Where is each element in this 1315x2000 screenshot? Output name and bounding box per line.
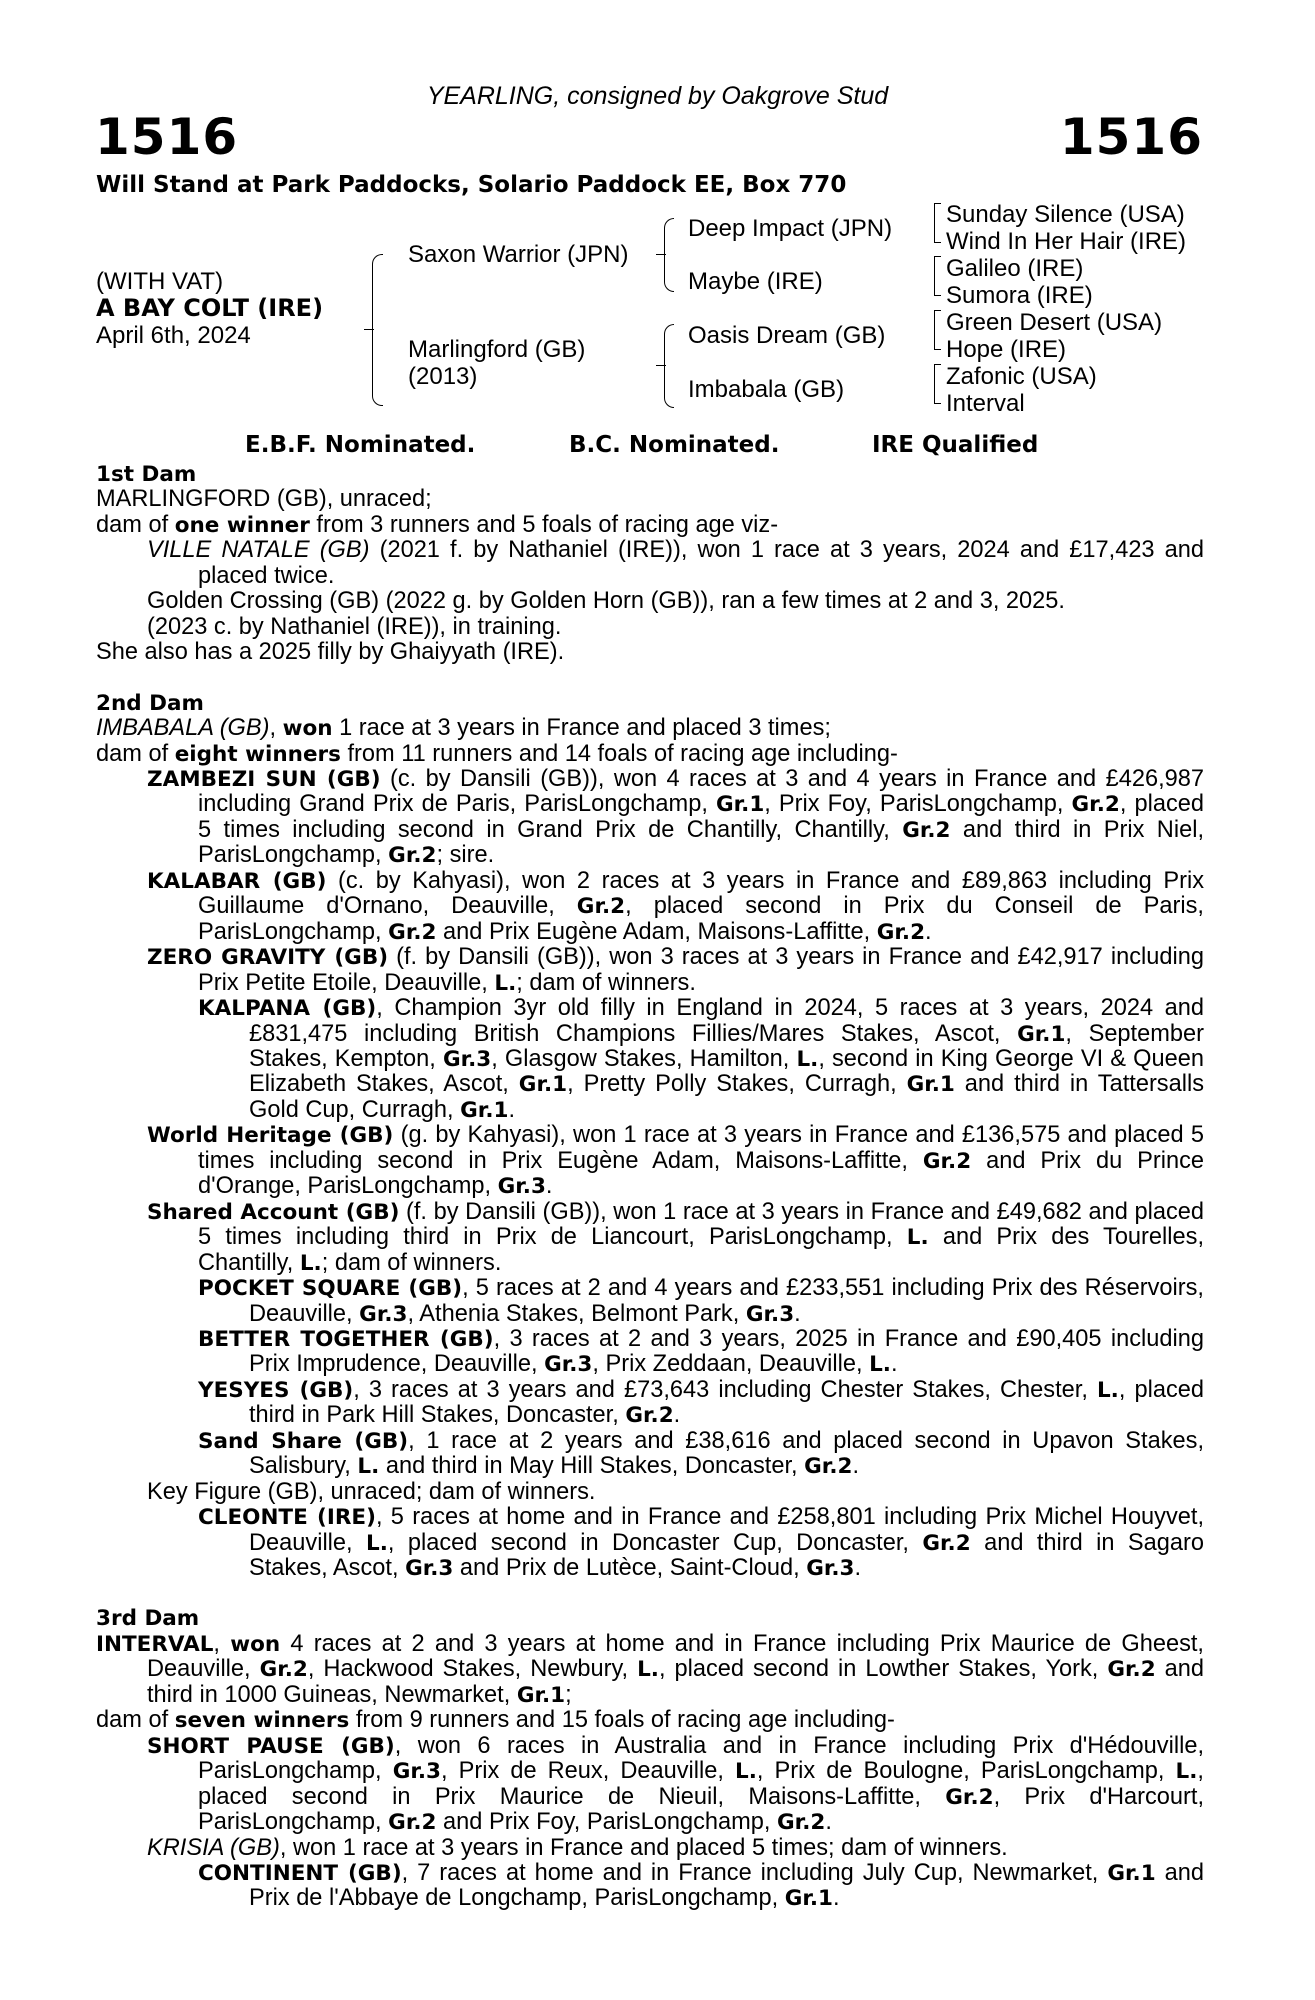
- produce-kalabar: KALABAR (GB) (c. by Kahyasi), won 2 races at 3 years in France and £89,863 including Prix Guillaume d'Ornano, Deauville, Gr.2, placed second in Prix du Conseil de Paris, ParisLongchamp, Gr.2 and Prix Eugène Adam, Maisons-Laffitte, Gr.2.: [147, 867, 1204, 945]
- bc-nomination: B.C. Nominated.: [569, 432, 780, 458]
- gg-galileo: Galileo (IRE): [946, 255, 1084, 282]
- foaling-date: April 6th, 2024: [96, 322, 251, 349]
- second-dam-name: IMBABALA (GB), won 1 race at 3 years in France and placed 3 times;: [96, 715, 831, 742]
- brace-ds: [934, 310, 941, 350]
- gg-green-desert: Green Desert (USA): [946, 309, 1163, 336]
- produce-ville-natale: VILLE NATALE (GB) (2021 f. by Nathaniel (IRE)), won 1 race at 3 years, 2024 and £17,423 and placed twice.: [147, 537, 1204, 589]
- consignor-line: YEARLING, consigned by Oakgrove Stud: [426, 82, 889, 110]
- sire-sire: Deep Impact (JPN): [688, 215, 893, 242]
- third-dam-name: INTERVAL, won 4 races at 2 and 3 years at home and in France including Prix Maurice de Gheest, Deauville, Gr.2, Hackwood Stakes, Newbury, L., placed second in Lowther Stakes, York, Gr.2 and third in 1000 Guineas, Newmarket, Gr.1;: [96, 1630, 1204, 1708]
- pedigree-brace-main: [372, 254, 383, 406]
- gg-zafonic: Zafonic (USA): [946, 363, 1097, 390]
- gg-sunday-silence: Sunday Silence (USA): [946, 201, 1185, 228]
- dam-year: (2013): [408, 363, 478, 390]
- produce-continent: CONTINENT (GB), 7 races at home and in France including July Cup, Newmarket, Gr.1 and Prix de l'Abbaye de Longchamp, ParisLongchamp, Gr.1.: [198, 1860, 1204, 1912]
- produce-key-figure: Key Figure (GB), unraced; dam of winners.: [147, 1478, 596, 1505]
- first-dam-heading: 1st Dam: [96, 462, 197, 487]
- sire-name: Saxon Warrior (JPN): [408, 241, 629, 268]
- gg-hope: Hope (IRE): [946, 336, 1067, 363]
- second-dam-summary: dam of eight winners from 11 runners and 14 foals of racing age including-: [96, 740, 898, 767]
- gg-interval: Interval: [946, 390, 1025, 417]
- produce-short-pause: SHORT PAUSE (GB), won 6 races in Australia and in France including Prix d'Hédouville, ParisLongchamp, Gr.3, Prix de Reux, Deauville, L., Prix de Boulogne, ParisLongchamp, L., placed second in Prix Maurice de Nieuil, Maisons-Laffitte, Gr.2, Prix d'Harcourt, ParisLongchamp, Gr.2 and Prix Foy, ParisLongchamp, Gr.2.: [147, 1732, 1205, 1836]
- sire-brace-tip: [656, 254, 666, 255]
- produce-zambezi-sun: ZAMBEZI SUN (GB) (c. by Dansili (GB)), won 4 races at 3 and 4 years in France and £426,987 including Grand Prix de Paris, ParisLongchamp, Gr.1, Prix Foy, ParisLongchamp, Gr.2, placed 5 times including second in Grand Prix de Chantilly, Chantilly, Gr.2 and third in Prix Niel, ParisLongchamp, Gr.2; sire.: [147, 765, 1205, 869]
- produce-golden-crossing: Golden Crossing (GB) (2022 g. by Golden Horn (GB)), ran a few times at 2 and 3, 2025.: [147, 588, 1065, 615]
- produce-shared-account: Shared Account (GB) (f. by Dansili (GB)), won 1 race at 3 years in France and £49,682 and placed 5 times including third in Prix de Liancourt, ParisLongchamp, L. and Prix des Tourelles, Chantilly, L.; dam of winners.: [147, 1198, 1204, 1276]
- third-dam-heading: 3rd Dam: [96, 1606, 200, 1632]
- produce-sand-share: Sand Share (GB), 1 race at 2 years and £38,616 and placed second in Upavon Stakes, Salisbury, L. and third in May Hill Stakes, Doncaster, Gr.2.: [198, 1427, 1204, 1480]
- produce-cleonte: CLEONTE (IRE), 5 races at home and in France and £258,801 including Prix Michel Houyvet, Deauville, L., placed second in Doncaster Cup, Doncaster, Gr.2 and third in Sagaro Stakes, Ascot, Gr.3 and Prix de Lutèce, Saint-Cloud, Gr.3.: [198, 1504, 1205, 1582]
- produce-yesyes: YESYES (GB), 3 races at 3 years and £73,643 including Chester Stakes, Chester, L., placed third in Park Hill Stakes, Doncaster, Gr.2.: [198, 1376, 1205, 1429]
- pedigree-brace-tip: [364, 329, 374, 330]
- dam-name: Marlingford (GB): [408, 336, 586, 363]
- produce-pocket-square: POCKET SQUARE (GB), 5 races at 2 and 4 years and £233,551 including Prix des Réservoirs, Deauville, Gr.3, Athenia Stakes, Belmont Park, Gr.3.: [198, 1275, 1204, 1327]
- first-dam-name: MARLINGFORD (GB), unraced;: [96, 486, 432, 513]
- dam-sire: Oasis Dream (GB): [688, 322, 886, 349]
- ire-qualified: IRE Qualified: [872, 432, 1039, 458]
- produce-2023-colt: (2023 c. by Nathaniel (IRE)), in training.: [147, 613, 562, 640]
- gg-sumora: Sumora (IRE): [946, 282, 1093, 309]
- sire-brace: [664, 218, 674, 292]
- vat-note: (WITH VAT): [96, 268, 224, 295]
- horse-name: A BAY COLT (IRE): [96, 294, 324, 322]
- produce-krisia: KRISIA (GB), won 1 race at 3 years in France and placed 5 times; dam of winners.: [147, 1834, 1008, 1861]
- produce-2025-filly: She also has a 2025 filly by Ghaiyyath (IRE).: [96, 639, 565, 666]
- ebf-nomination: E.B.F. Nominated.: [245, 432, 476, 458]
- dam-brace: [664, 324, 674, 408]
- lot-number-right: 1516: [1059, 108, 1203, 166]
- brace-sd: [934, 256, 941, 296]
- produce-zero-gravity: ZERO GRAVITY (GB) (f. by Dansili (GB)), won 3 races at 3 years in France and £42,917 including Prix Petite Etoile, Deauville, L.; dam of winners.: [147, 944, 1204, 996]
- first-dam-summary: dam of one winner from 3 runners and 5 foals of racing age viz-: [96, 511, 779, 538]
- produce-world-heritage: World Heritage (GB) (g. by Kahyasi), won 1 race at 3 years in France and £136,575 and placed 5 times including second in Prix Eugène Adam, Maisons-Laffitte, Gr.2 and Prix du Prince d'Orange, ParisLongchamp, Gr.3.: [147, 1122, 1205, 1200]
- produce-record: [96, 462, 1204, 1912]
- produce-kalpana: KALPANA (GB), Champion 3yr old filly in England in 2024, 5 races at 3 years, 2024 and £831,475 including British Champions Fillies/Mares Stakes, Ascot, Gr.1, September Stakes, Kempton, Gr.3, Glasgow Stakes, Hamilton, L., second in King George VI & Queen Elizabeth Stakes, Ascot, Gr.1, Pretty Polly Stakes, Curragh, Gr.1 and third in Tattersalls Gold Cup, Curragh, Gr.1.: [198, 995, 1205, 1123]
- brace-ss: [934, 203, 941, 243]
- gg-wind-in-her-hair: Wind In Her Hair (IRE): [946, 228, 1187, 255]
- brace-dd: [934, 364, 941, 404]
- lot-number-left: 1516: [95, 108, 239, 166]
- dam-dam: Imbabala (GB): [688, 376, 845, 403]
- produce-better-together: BETTER TOGETHER (GB), 3 races at 2 and 3 years, 2025 in France and £90,405 including Prix Imprudence, Deauville, Gr.3, Prix Zeddaan, Deauville, L..: [198, 1325, 1204, 1378]
- second-dam-heading: 2nd Dam: [96, 690, 204, 716]
- dam-brace-tip: [656, 365, 666, 366]
- sire-dam: Maybe (IRE): [688, 268, 823, 295]
- third-dam-summary: dam of seven winners from 9 runners and 15 foals of racing age including-: [96, 1707, 895, 1734]
- stand-location: Will Stand at Park Paddocks, Solario Paddock EE, Box 770: [96, 172, 847, 198]
